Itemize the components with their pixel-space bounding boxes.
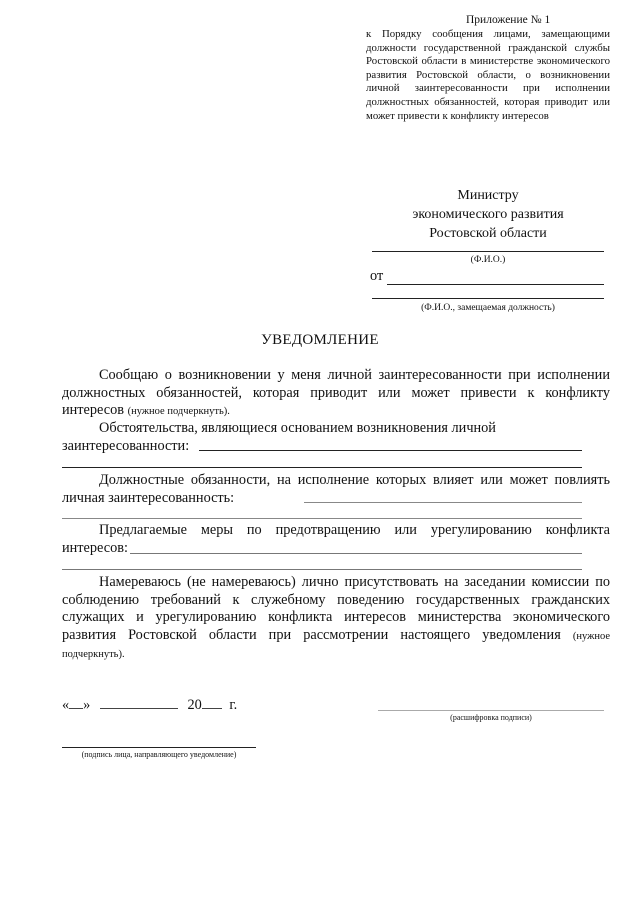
year-blank (202, 696, 222, 709)
document-title: УВЕДОМЛЕНИЕ (261, 332, 379, 348)
paragraph-1-text: Сообщаю о возникновении у меня личной заинтересованности при исполнении должностных обязанностей, которая приводит или может привести к конфликту интересов (62, 367, 610, 418)
paragraph-4-text: Предлагаемые меры по предотвращению или урегулированию конфликта интересов: (62, 522, 610, 556)
paragraph-5-text: Намереваюсь (не намереваюсь) лично присутствовать на заседании комиссии по соблюдению требований к служебному поведению государственных гражданских служащих и урегулированию конфликта интересов министерства экономического развития Ростовской области при рассмотрении настоящего уведомления (62, 574, 610, 643)
sender-signature-caption: (подпись лица, направляющего уведомление) (81, 750, 237, 759)
year-suffix: г. (229, 697, 238, 713)
appendix-title: Приложение № 1 (466, 14, 551, 26)
sender-signature-line (62, 747, 256, 748)
circumstances-fill-line-2 (62, 467, 582, 468)
addressee-line-3: Ростовской области (429, 226, 547, 241)
paragraph-measures (62, 522, 610, 557)
addressee-line-1: Министру (457, 188, 519, 203)
from-fio-line (387, 284, 604, 285)
from-label: от (370, 268, 384, 284)
day-blank (69, 696, 83, 709)
addressee-line-2: экономического развития (412, 207, 564, 222)
date-open-quote: « (62, 697, 70, 713)
circumstances-fill-line-1 (199, 450, 582, 451)
paragraph-3-text: Должностные обязанности, на исполнение которых влияет или может повлиять личная заинтересованность: (62, 472, 610, 506)
appendix-text: к Порядку сообщения лицами, замещающими должности государственной гражданской службы Ростовской области в министерстве экономического развития Ростовской области, о возникновении личной заинтересованности при исполнении должностных обязанностей, которая приводит или может привести к конфликту интересов (366, 28, 610, 122)
duties-fill-line-1 (304, 502, 582, 503)
signature-decode-caption: (расшифровка подписи) (450, 713, 532, 722)
addressee-block (372, 186, 604, 243)
paragraph-5-note: (нужное подчеркнуть). (62, 630, 610, 660)
fio-caption: (Ф.И.О.) (470, 255, 506, 265)
paragraph-1-note: (нужное подчеркнуть). (127, 406, 230, 417)
paragraph-attendance (62, 574, 610, 664)
fio-position-caption: (Ф.И.О., замещаемая должность) (421, 303, 555, 313)
minister-fio-line (372, 251, 604, 252)
paragraph-conflict-notice (62, 367, 610, 421)
date-close-quote: » (83, 697, 91, 713)
year-prefix: 20 (187, 697, 202, 713)
paragraph-2-text: Обстоятельства, являющиеся основанием возникновения личной заинтересованности: (62, 420, 496, 454)
measures-fill-line-1 (130, 553, 582, 554)
month-blank (100, 696, 178, 709)
position-line (372, 298, 604, 299)
date-line (62, 696, 237, 714)
measures-fill-line-2 (62, 569, 582, 570)
duties-fill-line-2 (62, 518, 582, 519)
signature-decode-line (378, 710, 604, 711)
